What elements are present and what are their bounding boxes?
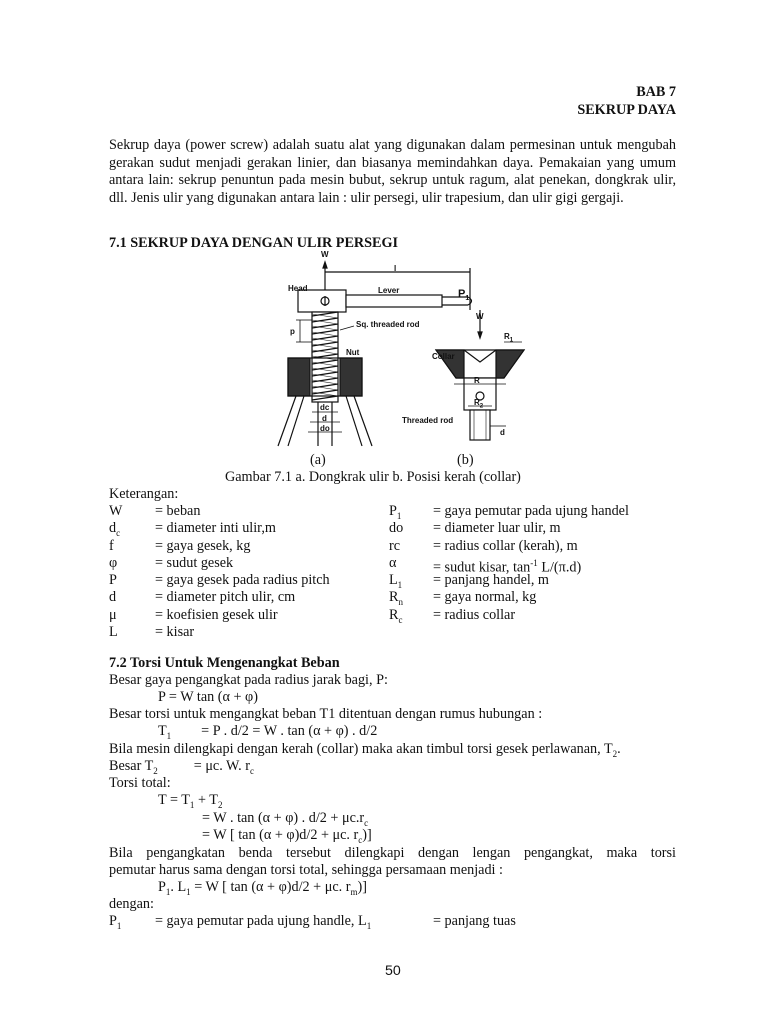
fig-label-do: do [320,424,330,433]
fig-label-w-right: W [476,312,484,321]
fig-label-l: l [394,264,397,273]
text-line: Bila pengangkatan benda tersebut dilengkapi dengan lengan pengangkat, maka torsi [109,845,676,861]
definition-p1-desc: = gaya pemutar pada ujung handle, $L_1$ [155,913,372,931]
fig-label-p: p [290,327,295,336]
legend-right-row: do = diameter luar ulir, m [389,520,561,537]
fig-label-p1: $P_1$ [458,288,470,303]
legend-heading: Keterangan: [109,486,179,502]
text-line: Besar gaya pengangkat pada radius jarak bagi, P: [109,672,388,688]
equation-p: P = W tan (α + φ) [158,689,258,705]
chapter-title: SEKRUP DAYA [577,102,676,118]
fig-label-w-top: W [321,250,329,259]
equation-p1-l1: $P_1$. $L_1 = W$ [ tan (α + φ)d/2 + μc. $r_m$)] [158,879,367,897]
definition-p1: $P_1$ [109,913,122,931]
section-heading-7-2: 7.2 Torsi Untuk Mengenangkat Beban [109,655,340,671]
legend-right-row: rc = radius collar (kerah), m [389,537,578,554]
intro-paragraph: Sekrup daya (power screw) adalah suatu alat yang digunakan dalam permesinan untuk mengubah gerakan sudut menjadi gerakan linier, dan biasanya memindahkan daya. Pemakaian yang umum antara lain: sekrup penuntun pada mesin bubut, sekrup untuk ragum, alat penekan, dongkrak ulir, dll. Jenis ulir yang digunakan antara lain : ulir persegi, ulir trapesium, dan ulir gigi gergaji. [109,137,676,206]
legend-left-row: L = kisar [109,624,195,641]
legend-left-row: φ = sudut gesek [109,554,234,571]
text-line: Bila mesin dilengkapi dengan kerah (collar) maka akan timbul torsi gesek perlawanan, $T_2$. [109,741,621,759]
legend-left-row: W = beban [109,503,201,519]
jack-diagram [268,250,528,450]
legend-right-row: $P_1$ = gaya pemutar pada ujung handel [389,503,629,521]
figure-sublabel-b: (b) [457,452,474,468]
fig-label-nut: Nut [346,348,360,357]
legend-left-row: f = gaya gesek, kg [109,537,251,554]
figure-sublabel-a: (a) [310,452,326,468]
legend-left-row: $d_c$ = diameter inti ulir,m [109,520,276,539]
equation-t-total-3: = W [ tan (α + φ)d/2 + μc. $r_c$)] [202,827,372,845]
fig-label-r1: $R_1$ [504,332,514,344]
fig-label-collar: Collar [432,352,455,361]
legend-right-column [389,503,679,624]
legend-right-row: α = sudut kisar, $\tan^{-1} L/(\pi.d)$ [389,554,582,576]
text-line: pemutar harus sama dengan torsi total, sehingga persamaan menjadi : [109,862,503,878]
fig-label-d: d [322,414,327,423]
text-line: Besar torsi untuk mengangkat beban T1 ditentuan dengan rumus hubungan : [109,706,543,722]
page-number: 50 [385,963,401,979]
equation-t2: Besar $T_2 = \mu c$. W. $r_c$ [109,758,254,776]
legend-left-row: μ = koefisien gesek ulir [109,606,278,623]
equation-t1: $T_1 = P$ . d/2 = W . tan (α + φ) . d/2 [158,723,378,741]
text-line: Torsi total: [109,775,171,791]
text-line: dengan: [109,896,154,912]
legend-left-column [109,503,379,641]
fig-label-r: R [474,376,480,385]
fig-label-r2: $R_2$ [474,398,484,410]
equation-t-total: $T = T_1 + T_2$ [158,792,223,810]
fig-label-sq-rod: Sq. threaded rod [356,320,420,329]
legend-left-row: P = gaya gesek pada radius pitch [109,572,330,589]
chapter-number: BAB 7 [636,84,676,100]
fig-label-lever: Lever [378,286,400,295]
figure-caption: Gambar 7.1 a. Dongkrak ulir b. Posisi kerah (collar) [225,469,521,485]
fig-label-d-b: d [500,428,505,437]
figure-drawing [268,250,528,450]
section-heading-7-1: 7.1 SEKRUP DAYA DENGAN ULIR PERSEGI [109,235,399,251]
fig-label-head: Head [288,284,308,293]
fig-label-threaded-rod: Threaded rod [402,416,454,425]
definition-l1-desc: = panjang tuas [433,913,516,929]
legend-right-row: $L_1$ = panjang handel, m [389,572,549,591]
legend-left-row: d = diameter pitch ulir, cm [109,589,296,606]
fig-label-dc: dc [320,403,330,412]
legend-right-row: $R_n$ = gaya normal, kg [389,589,537,608]
legend-right-row: $R_c$ = radius collar [389,606,516,625]
equation-t-total-2: = W . tan (α + φ) . $d/2 + \mu c.r_c$ [202,810,369,828]
